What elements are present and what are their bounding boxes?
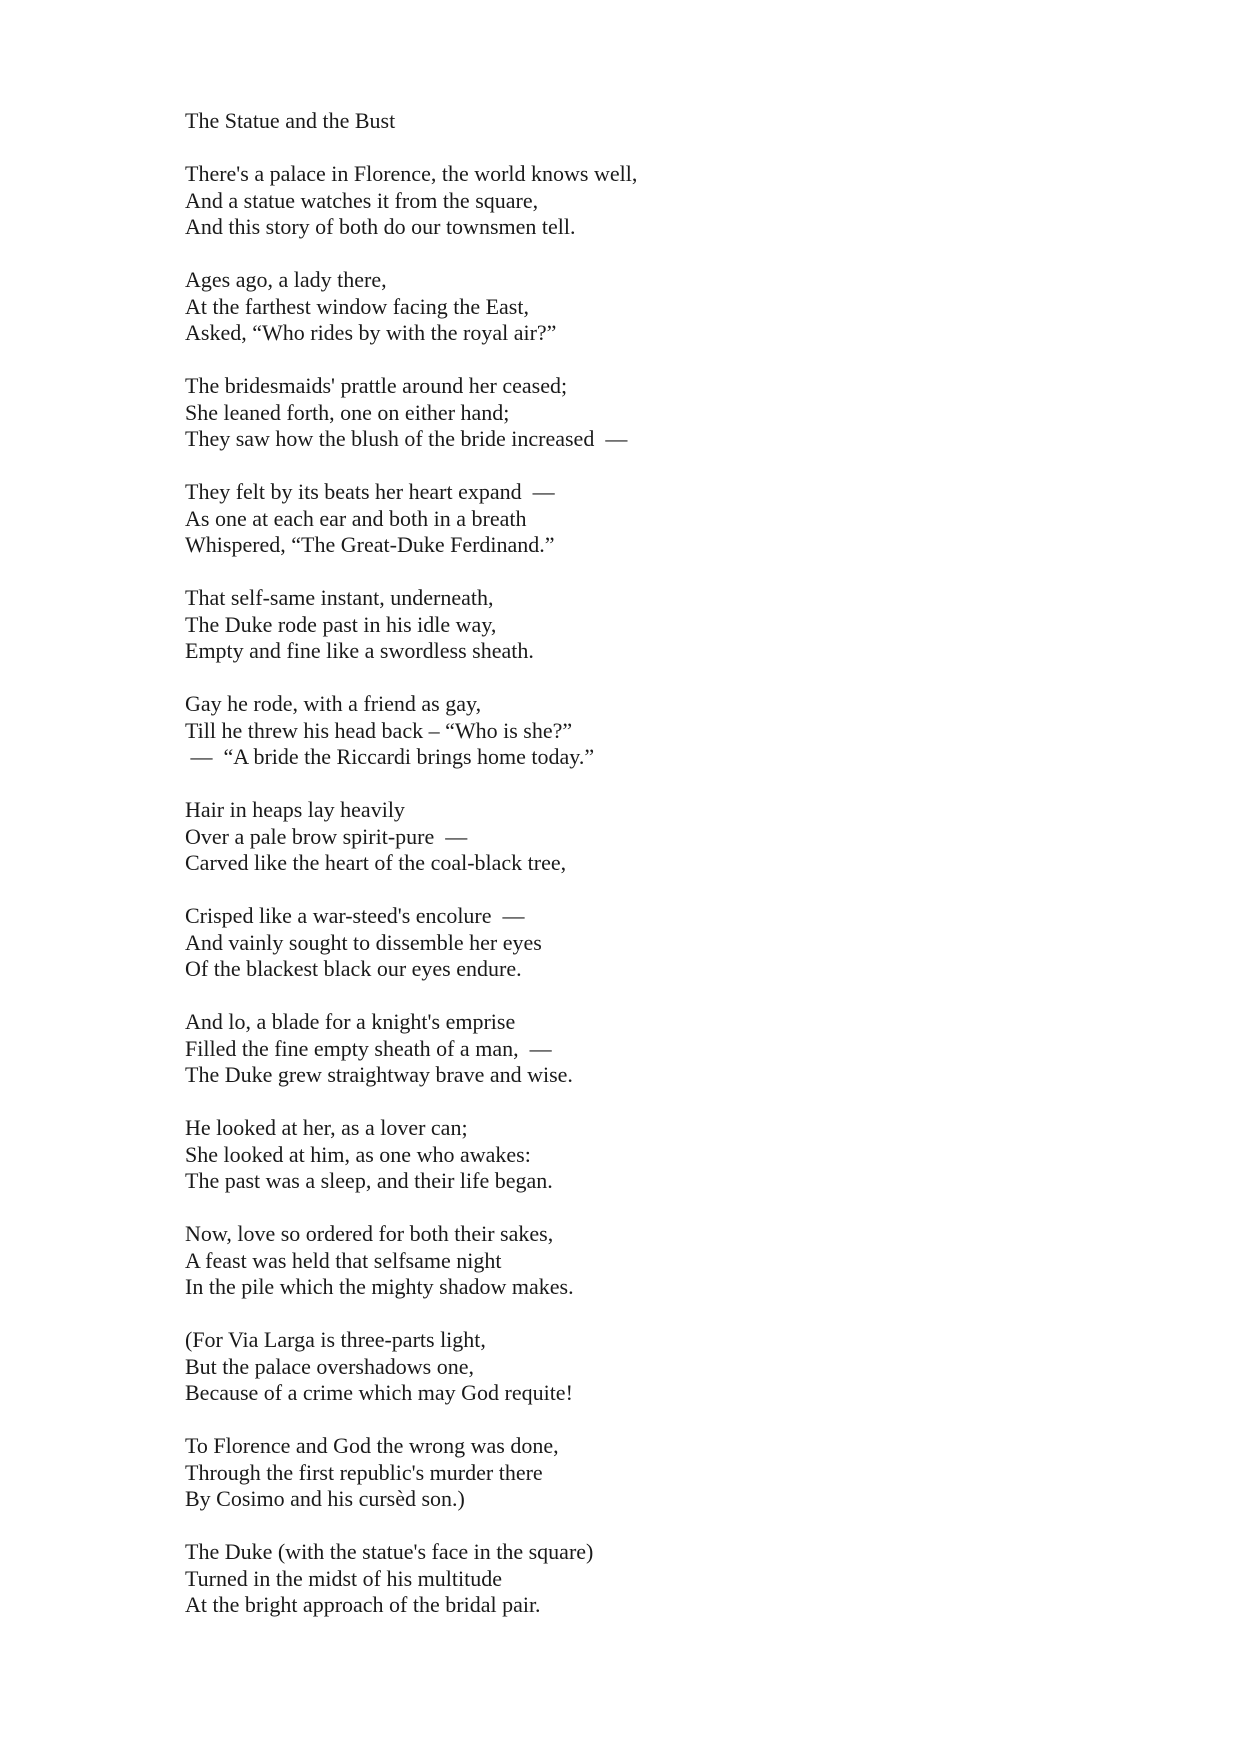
poem-line: Crisped like a war-steed's encolure — (185, 903, 525, 928)
poem-line: They felt by its beats her heart expand — (185, 479, 555, 504)
poem-line: And this story of both do our townsmen tell. (185, 214, 576, 239)
stanza (185, 585, 1085, 665)
poem-line: (For Via Larga is three-parts light, (185, 1327, 486, 1352)
poem-line: But the palace overshadows one, (185, 1353, 474, 1379)
poem-line: And a statue watches it from the square, (185, 187, 539, 213)
poem-line: Over a pale brow spirit-pure — (185, 823, 468, 849)
poem-line: By Cosimo and his cursèd son.) (185, 1486, 465, 1511)
poem-line: Turned in the midst of his multitude (185, 1565, 502, 1591)
stanza (185, 1009, 1085, 1089)
stanza (185, 1327, 1085, 1407)
stanza (185, 479, 1085, 559)
poem-line: And lo, a blade for a knight's emprise (185, 1009, 516, 1034)
stanza (185, 691, 1085, 771)
stanza (185, 1115, 1085, 1195)
stanza (185, 797, 1085, 877)
poem-line: A feast was held that selfsame night (185, 1247, 502, 1273)
stanza (185, 373, 1085, 453)
poem-line: That self-same instant, underneath, (185, 585, 494, 610)
stanza (185, 903, 1085, 983)
poem-line: Gay he rode, with a friend as gay, (185, 691, 482, 716)
poem-line: The past was a sleep, and their life began. (185, 1168, 553, 1193)
poem-line: As one at each ear and both in a breath (185, 505, 527, 531)
poem-line: Hair in heaps lay heavily (185, 797, 405, 822)
poem-line: Carved like the heart of the coal-black tree, (185, 850, 567, 875)
poem-line: Now, love so ordered for both their sakes, (185, 1221, 554, 1246)
poem-line: To Florence and God the wrong was done, (185, 1433, 559, 1458)
poem-line: They saw how the blush of the bride increased — (185, 426, 628, 451)
stanza (185, 267, 1085, 347)
stanza (185, 1433, 1085, 1513)
stanza (185, 1221, 1085, 1301)
poem-line: She leaned forth, one on either hand; (185, 399, 510, 425)
stanza (185, 1539, 1085, 1619)
poem-line: The Duke rode past in his idle way, (185, 611, 497, 637)
poem-line: The bridesmaids' prattle around her ceased; (185, 373, 568, 398)
poem-title: The Statue and the Bust (185, 108, 396, 133)
poem-line: There's a palace in Florence, the world knows well, (185, 161, 638, 186)
poem-line: Whispered, “The Great-Duke Ferdinand.” (185, 532, 555, 557)
stanza (185, 161, 1085, 241)
poem-line: Because of a crime which may God requite! (185, 1380, 573, 1405)
poem-body (185, 108, 1085, 1645)
poem-line: — “A bride the Riccardi brings home today.” (185, 744, 595, 769)
poem-line: Ages ago, a lady there, (185, 267, 387, 292)
poem-line: The Duke (with the statue's face in the square) (185, 1539, 594, 1564)
poem-line: The Duke grew straightway brave and wise. (185, 1062, 573, 1087)
poem-line: Filled the fine empty sheath of a man, — (185, 1035, 552, 1061)
poem-line: Empty and fine like a swordless sheath. (185, 638, 534, 663)
poem-line: She looked at him, as one who awakes: (185, 1141, 531, 1167)
poem-line: Of the blackest black our eyes endure. (185, 956, 522, 981)
poem-line: At the farthest window facing the East, (185, 293, 529, 319)
poem-line: Till he threw his head back – “Who is she?” (185, 717, 573, 743)
poem-line: And vainly sought to dissemble her eyes (185, 929, 542, 955)
poem-line: He looked at her, as a lover can; (185, 1115, 468, 1140)
poem-line: At the bright approach of the bridal pair. (185, 1592, 541, 1617)
poem-line: In the pile which the mighty shadow makes. (185, 1274, 574, 1299)
poem-line: Through the first republic's murder there (185, 1459, 543, 1485)
poem-line: Asked, “Who rides by with the royal air?” (185, 320, 557, 345)
